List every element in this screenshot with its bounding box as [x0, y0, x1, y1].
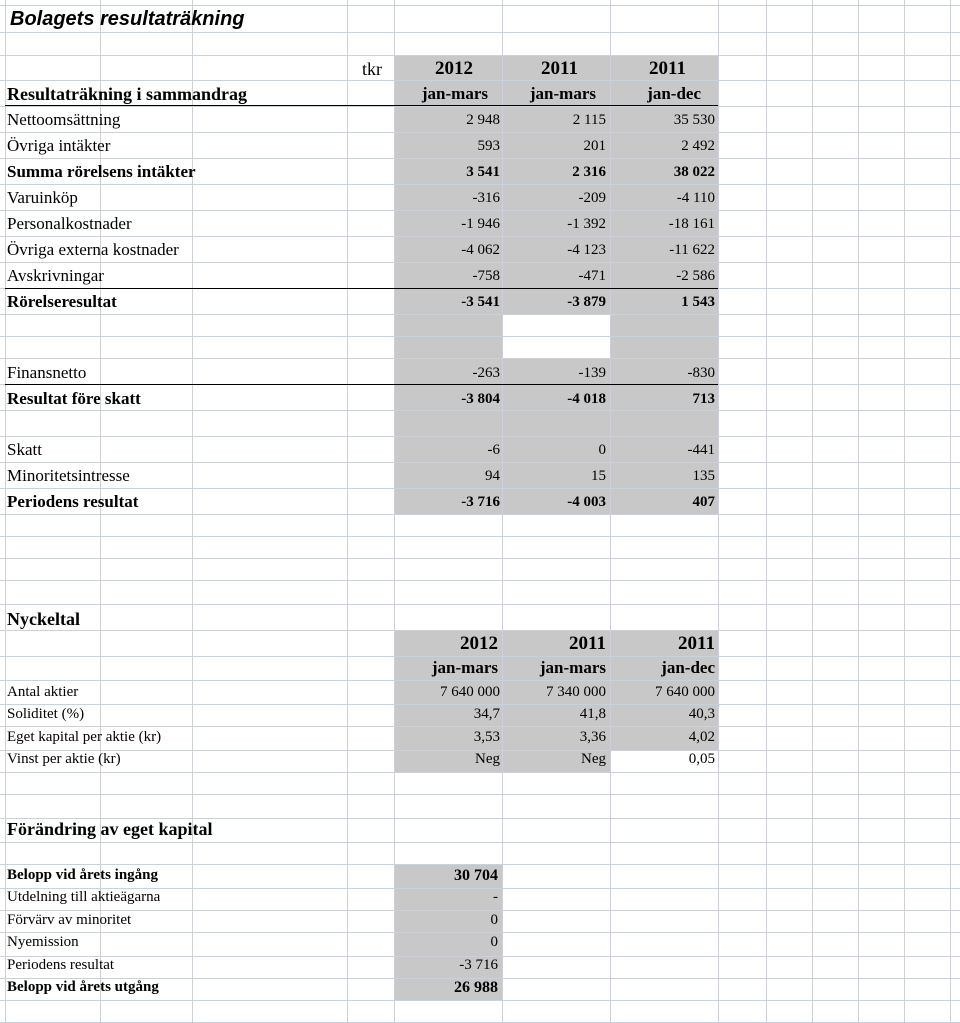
kf-period-3: jan-dec	[661, 658, 715, 677]
grid-row-line	[0, 772, 960, 773]
grid-row-line	[0, 132, 960, 133]
income-row-value: 15	[591, 468, 606, 484]
grid-row-line	[0, 514, 960, 515]
equity-row-label: Belopp vid årets ingång	[7, 867, 159, 883]
keyfigure-row-label: Soliditet (%)	[7, 706, 85, 722]
income-row-label: Övriga externa kostnader	[7, 240, 179, 259]
equity-row-value: -3 716	[459, 957, 498, 973]
keyfigure-row-value: 4,02	[688, 729, 715, 745]
income-row-value: -3 879	[567, 294, 606, 310]
income-row-value: -4 123	[567, 242, 606, 258]
grid-row-line	[0, 726, 960, 727]
income-row-value: 38 022	[673, 164, 715, 180]
grid-column-line	[766, 0, 767, 1023]
keyfigure-row-value: 7 640 000	[440, 684, 500, 700]
income-row-label: Varuinköp	[7, 188, 78, 207]
grid-row-line	[0, 462, 960, 463]
income-period-2: jan-mars	[529, 84, 596, 103]
income-row-label: Periodens resultat	[7, 492, 139, 511]
keyfigure-row-value: 41,8	[579, 706, 606, 722]
grid-row-line	[0, 314, 960, 315]
income-row-value: 2 948	[466, 112, 500, 128]
keyfigure-row-value: 3,53	[473, 729, 500, 745]
keyfigure-row-value: 7 640 000	[655, 684, 715, 700]
income-row-value: -263	[472, 365, 500, 381]
grid-row-line	[0, 488, 960, 489]
grid-row-line	[0, 558, 960, 559]
grid-row-line	[0, 32, 960, 33]
rule-line	[5, 384, 718, 385]
grid-row-line	[0, 794, 960, 795]
grid-row-line	[0, 1000, 960, 1001]
keyfigure-row-value: 40,3	[688, 706, 715, 722]
grid-column-line	[950, 0, 951, 1023]
grid-column-line	[718, 0, 719, 1023]
income-row-value: 593	[477, 138, 500, 154]
grid-row-line	[0, 680, 960, 681]
grid-row-line	[0, 358, 960, 359]
income-row-value: -316	[472, 190, 500, 206]
grid-row-line	[0, 236, 960, 237]
sheet-title: Bolagets resultaträkning	[10, 8, 245, 30]
grid-column-line	[394, 0, 395, 1023]
equity-row-value: 26 988	[454, 979, 498, 996]
grid-column-line	[5, 0, 6, 1023]
income-row-value: 2 115	[572, 112, 606, 128]
income-row-value: 201	[583, 138, 606, 154]
income-row-value: -3 541	[461, 294, 500, 310]
equity-row-value: 30 704	[454, 867, 498, 884]
income-row-label: Personalkostnader	[7, 214, 132, 233]
income-row-value: -11 622	[669, 242, 715, 258]
keyfigure-row-label: Antal aktier	[7, 684, 79, 700]
equity-row-label: Nyemission	[7, 934, 79, 950]
grid-row-line	[0, 5, 960, 6]
income-row-value: -2 586	[676, 268, 715, 284]
grid-row-line	[0, 106, 960, 107]
grid-row-line	[0, 580, 960, 581]
income-row-value: -209	[578, 190, 606, 206]
income-year-3: 2011	[649, 58, 686, 79]
grid-column-line	[610, 0, 611, 1023]
grid-row-line	[0, 184, 960, 185]
equity-section-title: Förändring av eget kapital	[7, 819, 213, 839]
income-row-value: 35 530	[673, 112, 715, 128]
income-year-1: 2012	[435, 58, 473, 79]
income-row-value: -4 018	[567, 391, 606, 407]
income-row-value: 135	[692, 468, 715, 484]
keyfigure-row-value: Neg	[475, 751, 500, 767]
kf-period-2: jan-mars	[539, 658, 606, 677]
grid-row-line	[0, 410, 960, 411]
grid-row-line	[0, 536, 960, 537]
income-row-label: Summa rörelsens intäkter	[7, 162, 196, 181]
keyfigure-row-value: 34,7	[473, 706, 500, 722]
income-row-value: 94	[485, 468, 500, 484]
income-row-value: -1 946	[461, 216, 500, 232]
grid-row-line	[0, 842, 960, 843]
grid-row-line	[0, 864, 960, 865]
keyfigure-row-value: 7 340 000	[546, 684, 606, 700]
grid-row-line	[0, 704, 960, 705]
income-row-value: -4 110	[676, 190, 715, 206]
income-row-value: 3 541	[466, 164, 500, 180]
kf-year-2: 2011	[569, 633, 606, 654]
grid-row-line	[0, 910, 960, 911]
income-row-label: Resultat före skatt	[7, 389, 141, 408]
grid-row-line	[0, 80, 960, 81]
income-row-value: 407	[692, 494, 715, 510]
grid-column-line	[502, 0, 503, 1023]
keyfigure-row-label: Vinst per aktie (kr)	[7, 751, 121, 767]
income-row-label: Finansnetto	[7, 363, 87, 382]
keyfigure-row-value: 3,36	[579, 729, 606, 745]
income-period-1: jan-mars	[421, 84, 488, 103]
income-row-label: Övriga intäkter	[7, 136, 111, 155]
grid-column-line	[192, 0, 193, 1023]
income-row-value: 713	[692, 391, 715, 407]
equity-row-value: 0	[490, 934, 498, 950]
income-row-value: -830	[687, 365, 715, 381]
keyfigure-row-value: Neg	[581, 751, 606, 767]
grid-row-line	[0, 336, 960, 337]
grid-column-line	[347, 0, 348, 1023]
income-row-value: -3 716	[461, 494, 500, 510]
income-row-value: 0	[598, 442, 606, 458]
income-section-title: Resultaträkning i sammandrag	[7, 84, 248, 104]
equity-row-value: 0	[490, 912, 498, 928]
income-row-label: Rörelseresultat	[7, 292, 117, 311]
income-row-label: Nettoomsättning	[7, 110, 121, 129]
income-row-value: -1 392	[567, 216, 606, 232]
income-row-value: 2 492	[681, 138, 715, 154]
income-row-value: -471	[578, 268, 606, 284]
grid-row-line	[0, 210, 960, 211]
income-row-value: 1 543	[681, 294, 715, 310]
grid-row-line	[0, 158, 960, 159]
income-row-value: -18 161	[668, 216, 715, 232]
income-year-2: 2011	[541, 58, 578, 79]
kf-year-3: 2011	[678, 633, 715, 654]
keyfigure-row-label: Eget kapital per aktie (kr)	[7, 729, 162, 745]
grid-row-line	[0, 55, 960, 56]
income-period-3: jan-dec	[647, 84, 701, 103]
income-row-value: -6	[487, 442, 500, 458]
income-row-value: -758	[472, 268, 500, 284]
kf-year-1: 2012	[460, 633, 498, 654]
keyfigure-row-value: 0,05	[688, 751, 715, 767]
equity-row-label: Periodens resultat	[7, 957, 115, 973]
rule-line	[5, 105, 718, 106]
income-row-value: -139	[578, 365, 606, 381]
grid-row-line	[0, 932, 960, 933]
income-row-value: -4 003	[567, 494, 606, 510]
grid-column-line	[858, 0, 859, 1023]
grid-row-line	[0, 262, 960, 263]
grid-column-line	[904, 0, 905, 1023]
unit-label: tkr	[362, 59, 382, 79]
keyfigures-section-title: Nyckeltal	[7, 609, 80, 629]
income-row-value: -441	[687, 442, 715, 458]
grid-row-line	[0, 630, 960, 631]
income-row-label: Skatt	[7, 440, 42, 459]
income-row-value: -3 804	[461, 391, 500, 407]
equity-row-label: Förvärv av minoritet	[7, 912, 132, 928]
equity-row-value: -	[493, 889, 498, 905]
equity-row-label: Utdelning till aktieägarna	[7, 889, 161, 905]
grid-row-line	[0, 436, 960, 437]
income-row-label: Minoritetsintresse	[7, 466, 130, 485]
income-row-label: Avskrivningar	[7, 266, 104, 285]
rule-line	[5, 288, 718, 289]
grid-row-line	[0, 656, 960, 657]
grid-row-line	[0, 604, 960, 605]
income-row-value: -4 062	[461, 242, 500, 258]
equity-row-label: Belopp vid årets utgång	[7, 979, 159, 995]
grid-column-line	[812, 0, 813, 1023]
kf-period-1: jan-mars	[431, 658, 498, 677]
income-row-value: 2 316	[572, 164, 606, 180]
